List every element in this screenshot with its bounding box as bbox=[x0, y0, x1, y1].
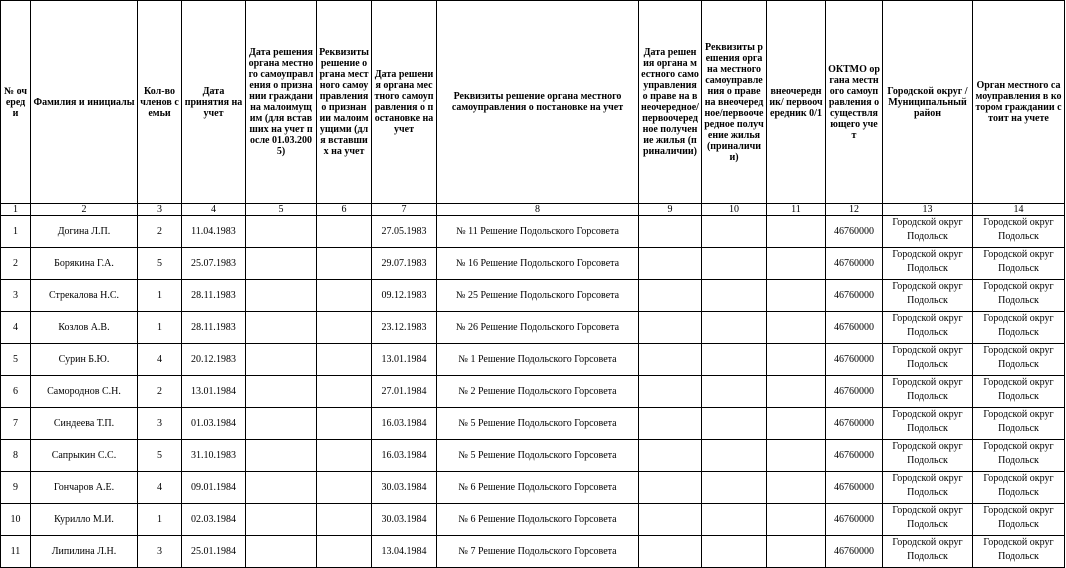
cell-decision-date: 13.04.1984 bbox=[372, 536, 437, 568]
cell-empty bbox=[639, 280, 702, 312]
cell-empty bbox=[246, 344, 317, 376]
cell-accept-date: 13.01.1984 bbox=[182, 376, 246, 408]
cell-registering-authority bbox=[973, 376, 1065, 408]
header-lowincome-decision-date: Дата решения органа местного самоуправления о признании гражданина малоимущим (для вставших на учет после 01.03.2005) bbox=[246, 1, 317, 204]
cell-decision-date: 16.03.1984 bbox=[372, 440, 437, 472]
city-line-1: Городской округ bbox=[892, 217, 963, 228]
cell-empty bbox=[246, 536, 317, 568]
city-line-1: Городской округ bbox=[983, 377, 1054, 388]
table-row bbox=[1, 312, 1065, 344]
column-number: 7 bbox=[372, 204, 437, 216]
city-line-2: Подольск bbox=[998, 455, 1039, 466]
cell-decision: № 5 Решение Подольского Горсовета bbox=[437, 408, 639, 440]
cell-accept-date: 31.10.1983 bbox=[182, 440, 246, 472]
column-number: 12 bbox=[826, 204, 883, 216]
cell-family-members: 1 bbox=[138, 280, 182, 312]
cell-queue-number: 4 bbox=[1, 312, 31, 344]
cell-family-members: 1 bbox=[138, 312, 182, 344]
cell-empty bbox=[639, 248, 702, 280]
cell-registering-authority bbox=[973, 408, 1065, 440]
city-line-2: Подольск bbox=[907, 455, 948, 466]
cell-empty bbox=[767, 376, 826, 408]
cell-registering-authority bbox=[973, 472, 1065, 504]
city-line-2: Подольск bbox=[907, 423, 948, 434]
cell-accept-date: 25.07.1983 bbox=[182, 248, 246, 280]
cell-registering-authority bbox=[973, 248, 1065, 280]
header-oktmo: ОКТМО органа местного самоуправления осуществляющего учет bbox=[826, 1, 883, 204]
city-line-2: Подольск bbox=[998, 231, 1039, 242]
cell-empty bbox=[702, 216, 767, 248]
cell-empty bbox=[317, 376, 372, 408]
cell-name: Козлов А.В. bbox=[31, 312, 138, 344]
cell-decision-date: 13.01.1984 bbox=[372, 344, 437, 376]
city-line-2: Подольск bbox=[907, 263, 948, 274]
city-line-2: Подольск bbox=[907, 231, 948, 242]
cell-oktmo: 46760000 bbox=[826, 248, 883, 280]
cell-empty bbox=[317, 248, 372, 280]
cell-decision: № 7 Решение Подольского Горсовета bbox=[437, 536, 639, 568]
cell-municipality bbox=[883, 312, 973, 344]
cell-municipality bbox=[883, 344, 973, 376]
cell-queue-number: 11 bbox=[1, 536, 31, 568]
cell-decision-date: 29.07.1983 bbox=[372, 248, 437, 280]
cell-name: Догина Л.П. bbox=[31, 216, 138, 248]
cell-accept-date: 02.03.1984 bbox=[182, 504, 246, 536]
cell-empty bbox=[767, 440, 826, 472]
cell-name: Сапрыкин С.С. bbox=[31, 440, 138, 472]
header-priority-decision-date: Дата решения органа местного самоуправления о праве на внеочередное/первоочередное получение жилья (приналичии) bbox=[639, 1, 702, 204]
city-line-2: Подольск bbox=[998, 327, 1039, 338]
city-line-1: Городской округ bbox=[892, 377, 963, 388]
header-family-members: Кол-во членов семьи bbox=[138, 1, 182, 204]
cell-queue-number: 2 bbox=[1, 248, 31, 280]
cell-empty bbox=[702, 280, 767, 312]
column-number: 8 bbox=[437, 204, 639, 216]
cell-empty bbox=[702, 248, 767, 280]
cell-family-members: 4 bbox=[138, 472, 182, 504]
cell-empty bbox=[767, 216, 826, 248]
cell-queue-number: 6 bbox=[1, 376, 31, 408]
cell-empty bbox=[639, 440, 702, 472]
cell-municipality bbox=[883, 440, 973, 472]
cell-empty bbox=[767, 280, 826, 312]
cell-accept-date: 28.11.1983 bbox=[182, 312, 246, 344]
cell-name: Липилина Л.Н. bbox=[31, 536, 138, 568]
cell-registering-authority bbox=[973, 280, 1065, 312]
cell-empty bbox=[639, 504, 702, 536]
cell-oktmo: 46760000 bbox=[826, 376, 883, 408]
cell-decision: № 1 Решение Подольского Горсовета bbox=[437, 344, 639, 376]
cell-empty bbox=[317, 216, 372, 248]
cell-family-members: 3 bbox=[138, 536, 182, 568]
cell-municipality bbox=[883, 408, 973, 440]
column-number: 13 bbox=[883, 204, 973, 216]
cell-empty bbox=[246, 216, 317, 248]
cell-decision: № 11 Решение Подольского Горсовета bbox=[437, 216, 639, 248]
cell-oktmo: 46760000 bbox=[826, 536, 883, 568]
header-registration-decision-details: Реквизиты решение органа местного самоуправления о постановке на учет bbox=[437, 1, 639, 204]
city-line-1: Городской округ bbox=[983, 281, 1054, 292]
cell-decision-date: 23.12.1983 bbox=[372, 312, 437, 344]
cell-accept-date: 25.01.1984 bbox=[182, 536, 246, 568]
cell-decision: № 2 Решение Подольского Горсовета bbox=[437, 376, 639, 408]
cell-empty bbox=[702, 536, 767, 568]
cell-queue-number: 8 bbox=[1, 440, 31, 472]
cell-empty bbox=[702, 312, 767, 344]
header-row bbox=[1, 1, 1065, 204]
cell-empty bbox=[702, 344, 767, 376]
cell-name: Курилло М.И. bbox=[31, 504, 138, 536]
header-municipality: Городской округ / Муниципальный район bbox=[883, 1, 973, 204]
table-row bbox=[1, 216, 1065, 248]
city-line-2: Подольск bbox=[907, 295, 948, 306]
cell-name: Синдеева Т.П. bbox=[31, 408, 138, 440]
cell-municipality bbox=[883, 472, 973, 504]
cell-accept-date: 11.04.1983 bbox=[182, 216, 246, 248]
header-priority-decision-details: Реквизиты решения органа местного самоуправления о праве на внеочередное/первоочередное получение жилья (приналичии) bbox=[702, 1, 767, 204]
cell-decision-date: 27.01.1984 bbox=[372, 376, 437, 408]
cell-oktmo: 46760000 bbox=[826, 216, 883, 248]
cell-queue-number: 5 bbox=[1, 344, 31, 376]
cell-empty bbox=[317, 280, 372, 312]
cell-queue-number: 3 bbox=[1, 280, 31, 312]
city-line-1: Городской округ bbox=[983, 441, 1054, 452]
cell-decision-date: 30.03.1984 bbox=[372, 472, 437, 504]
city-line-1: Городской округ bbox=[983, 313, 1054, 324]
cell-empty bbox=[317, 536, 372, 568]
column-number: 4 bbox=[182, 204, 246, 216]
cell-family-members: 2 bbox=[138, 216, 182, 248]
column-number: 6 bbox=[317, 204, 372, 216]
cell-empty bbox=[639, 344, 702, 376]
table-row bbox=[1, 440, 1065, 472]
cell-accept-date: 28.11.1983 bbox=[182, 280, 246, 312]
cell-name: Борякина Г.А. bbox=[31, 248, 138, 280]
column-number: 5 bbox=[246, 204, 317, 216]
cell-registering-authority bbox=[973, 536, 1065, 568]
header-registering-authority: Орган местного самоуправления в котором граждании стоит на учете bbox=[973, 1, 1065, 204]
column-number: 10 bbox=[702, 204, 767, 216]
cell-oktmo: 46760000 bbox=[826, 472, 883, 504]
cell-empty bbox=[639, 536, 702, 568]
cell-empty bbox=[767, 408, 826, 440]
table-row bbox=[1, 344, 1065, 376]
cell-oktmo: 46760000 bbox=[826, 408, 883, 440]
cell-oktmo: 46760000 bbox=[826, 504, 883, 536]
cell-family-members: 3 bbox=[138, 408, 182, 440]
cell-decision-date: 30.03.1984 bbox=[372, 504, 437, 536]
column-number: 14 bbox=[973, 204, 1065, 216]
cell-empty bbox=[702, 408, 767, 440]
cell-queue-number: 10 bbox=[1, 504, 31, 536]
city-line-2: Подольск bbox=[907, 487, 948, 498]
cell-oktmo: 46760000 bbox=[826, 312, 883, 344]
city-line-1: Городской округ bbox=[892, 249, 963, 260]
header-name: Фамилия и инициалы bbox=[31, 1, 138, 204]
cell-oktmo: 46760000 bbox=[826, 440, 883, 472]
cell-municipality bbox=[883, 536, 973, 568]
table-row bbox=[1, 408, 1065, 440]
cell-empty bbox=[639, 376, 702, 408]
column-number: 11 bbox=[767, 204, 826, 216]
cell-decision-date: 09.12.1983 bbox=[372, 280, 437, 312]
city-line-2: Подольск bbox=[998, 295, 1039, 306]
city-line-2: Подольск bbox=[998, 551, 1039, 562]
cell-registering-authority bbox=[973, 344, 1065, 376]
cell-empty bbox=[317, 312, 372, 344]
column-number: 3 bbox=[138, 204, 182, 216]
city-line-2: Подольск bbox=[998, 359, 1039, 370]
header-lowincome-decision-details: Реквизиты решение органа местного самоуправления о признании малоимущими (для вставших на учет bbox=[317, 1, 372, 204]
city-line-2: Подольск bbox=[998, 487, 1039, 498]
column-number: 1 bbox=[1, 204, 31, 216]
cell-queue-number: 1 bbox=[1, 216, 31, 248]
cell-empty bbox=[246, 472, 317, 504]
cell-decision: № 5 Решение Подольского Горсовета bbox=[437, 440, 639, 472]
city-line-2: Подольск bbox=[907, 327, 948, 338]
city-line-1: Городской округ bbox=[983, 537, 1054, 548]
header-queue-number: № очереди bbox=[1, 1, 31, 204]
table-row bbox=[1, 504, 1065, 536]
cell-empty bbox=[317, 472, 372, 504]
city-line-1: Городской округ bbox=[892, 281, 963, 292]
cell-empty bbox=[767, 312, 826, 344]
cell-decision: № 6 Решение Подольского Горсовета bbox=[437, 504, 639, 536]
table-row bbox=[1, 536, 1065, 568]
city-line-1: Городской округ bbox=[983, 473, 1054, 484]
cell-family-members: 5 bbox=[138, 248, 182, 280]
cell-decision-date: 27.05.1983 bbox=[372, 216, 437, 248]
city-line-2: Подольск bbox=[998, 263, 1039, 274]
cell-decision-date: 16.03.1984 bbox=[372, 408, 437, 440]
city-line-1: Городской округ bbox=[983, 345, 1054, 356]
city-line-1: Городской округ bbox=[983, 505, 1054, 516]
cell-oktmo: 46760000 bbox=[826, 344, 883, 376]
cell-decision: № 25 Решение Подольского Горсовета bbox=[437, 280, 639, 312]
cell-empty bbox=[317, 344, 372, 376]
city-line-1: Городской округ bbox=[892, 537, 963, 548]
table-row bbox=[1, 280, 1065, 312]
header-accept-date: Дата принятия на учет bbox=[182, 1, 246, 204]
cell-name: Сурин Б.Ю. bbox=[31, 344, 138, 376]
cell-accept-date: 01.03.1984 bbox=[182, 408, 246, 440]
cell-family-members: 4 bbox=[138, 344, 182, 376]
city-line-1: Городской округ bbox=[892, 345, 963, 356]
cell-accept-date: 09.01.1984 bbox=[182, 472, 246, 504]
cell-empty bbox=[246, 312, 317, 344]
city-line-1: Городской округ bbox=[892, 473, 963, 484]
cell-empty bbox=[702, 440, 767, 472]
city-line-1: Городской округ bbox=[892, 505, 963, 516]
city-line-2: Подольск bbox=[998, 519, 1039, 530]
table-row bbox=[1, 376, 1065, 408]
cell-empty bbox=[317, 504, 372, 536]
cell-decision: № 6 Решение Подольского Горсовета bbox=[437, 472, 639, 504]
cell-family-members: 1 bbox=[138, 504, 182, 536]
cell-accept-date: 20.12.1983 bbox=[182, 344, 246, 376]
cell-empty bbox=[246, 280, 317, 312]
cell-empty bbox=[767, 472, 826, 504]
cell-empty bbox=[767, 536, 826, 568]
city-line-1: Городской округ bbox=[892, 409, 963, 420]
cell-name: Самороднов С.Н. bbox=[31, 376, 138, 408]
cell-empty bbox=[246, 408, 317, 440]
cell-name: Гончаров А.Е. bbox=[31, 472, 138, 504]
cell-empty bbox=[702, 376, 767, 408]
city-line-2: Подольск bbox=[998, 391, 1039, 402]
cell-municipality bbox=[883, 248, 973, 280]
cell-registering-authority bbox=[973, 504, 1065, 536]
cell-registering-authority bbox=[973, 216, 1065, 248]
cell-municipality bbox=[883, 280, 973, 312]
cell-empty bbox=[767, 344, 826, 376]
cell-queue-number: 9 bbox=[1, 472, 31, 504]
city-line-1: Городской округ bbox=[983, 409, 1054, 420]
header-registration-decision-date: Дата решения органа местного самоуправления о постановке на учет bbox=[372, 1, 437, 204]
cell-empty bbox=[317, 408, 372, 440]
table-row bbox=[1, 472, 1065, 504]
cell-oktmo: 46760000 bbox=[826, 280, 883, 312]
city-line-1: Городской округ bbox=[892, 441, 963, 452]
cell-empty bbox=[317, 440, 372, 472]
cell-empty bbox=[639, 472, 702, 504]
cell-empty bbox=[702, 504, 767, 536]
cell-empty bbox=[639, 408, 702, 440]
city-line-1: Городской округ bbox=[892, 313, 963, 324]
cell-empty bbox=[767, 248, 826, 280]
cell-family-members: 2 bbox=[138, 376, 182, 408]
cell-decision: № 26 Решение Подольского Горсовета bbox=[437, 312, 639, 344]
city-line-1: Городской округ bbox=[983, 249, 1054, 260]
cell-registering-authority bbox=[973, 312, 1065, 344]
cell-registering-authority bbox=[973, 440, 1065, 472]
column-number: 2 bbox=[31, 204, 138, 216]
table-row bbox=[1, 248, 1065, 280]
cell-empty bbox=[246, 504, 317, 536]
cell-empty bbox=[767, 504, 826, 536]
cell-municipality bbox=[883, 376, 973, 408]
city-line-2: Подольск bbox=[907, 551, 948, 562]
cell-empty bbox=[702, 472, 767, 504]
cell-empty bbox=[246, 440, 317, 472]
cell-empty bbox=[639, 312, 702, 344]
cell-empty bbox=[246, 376, 317, 408]
cell-queue-number: 7 bbox=[1, 408, 31, 440]
cell-municipality bbox=[883, 216, 973, 248]
cell-municipality bbox=[883, 504, 973, 536]
column-number-row bbox=[1, 204, 1065, 216]
city-line-2: Подольск bbox=[907, 519, 948, 530]
column-number: 9 bbox=[639, 204, 702, 216]
cell-name: Стрекалова Н.С. bbox=[31, 280, 138, 312]
cell-empty bbox=[639, 216, 702, 248]
city-line-2: Подольск bbox=[907, 391, 948, 402]
city-line-1: Городской округ bbox=[983, 217, 1054, 228]
cell-empty bbox=[246, 248, 317, 280]
cell-family-members: 5 bbox=[138, 440, 182, 472]
cell-decision: № 16 Решение Подольского Горсовета bbox=[437, 248, 639, 280]
city-line-2: Подольск bbox=[998, 423, 1039, 434]
header-priority-flag: внеочередник/ первоочередник 0/1 bbox=[767, 1, 826, 204]
city-line-2: Подольск bbox=[907, 359, 948, 370]
